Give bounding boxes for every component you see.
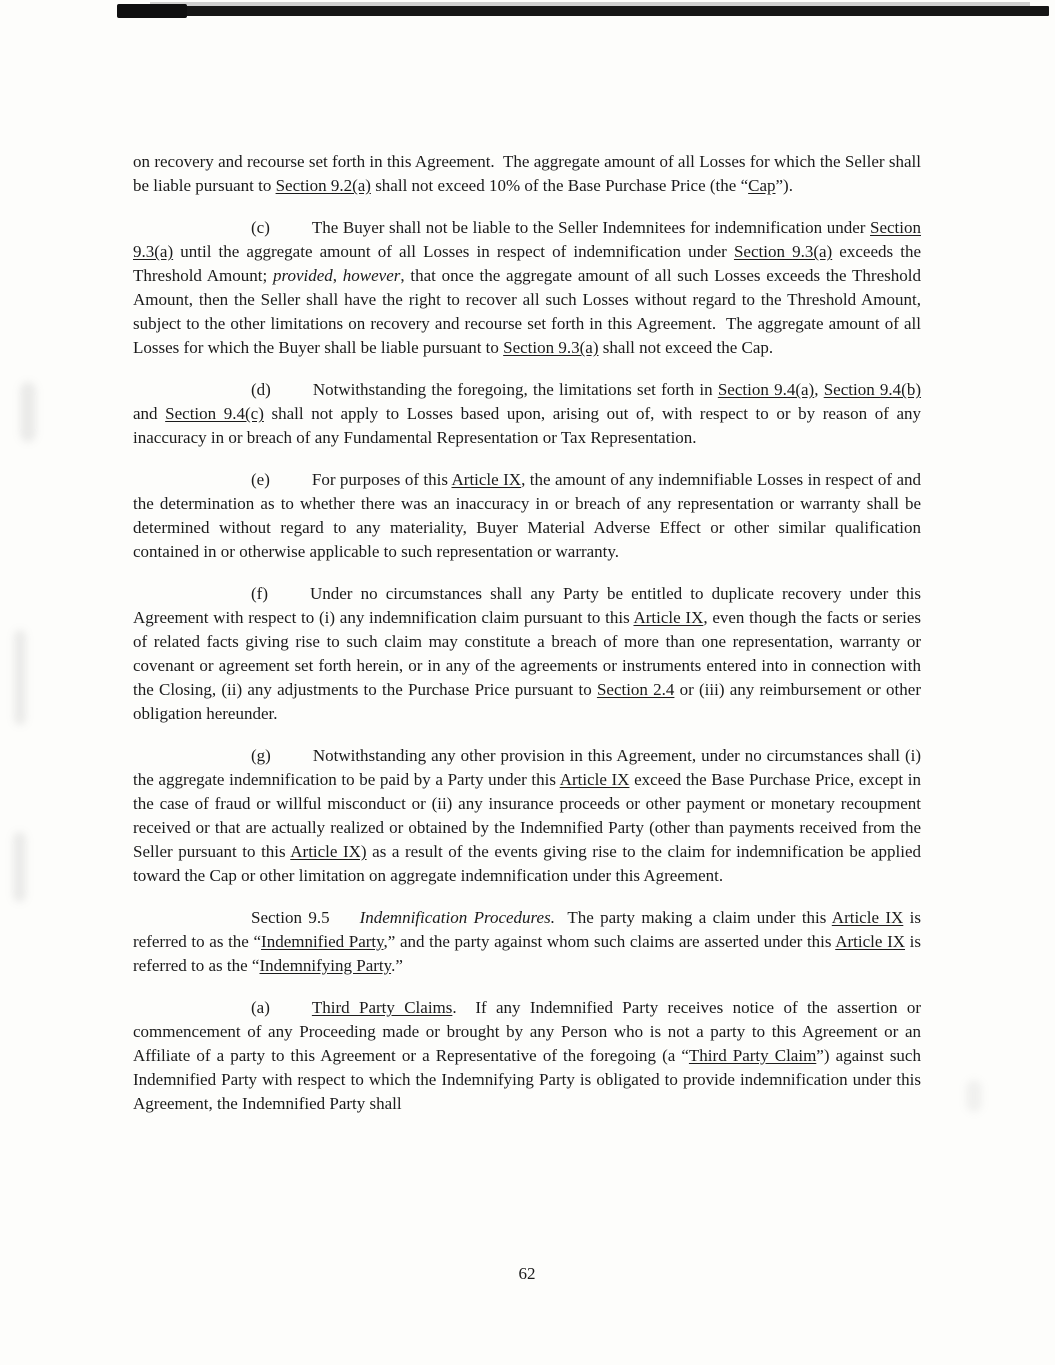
- tab-space: [133, 922, 251, 923]
- tab-space: [133, 1012, 251, 1013]
- underlined-term: Article IX: [633, 608, 704, 627]
- underlined-term: Section 9.3(a): [733, 242, 833, 261]
- paragraph: [133, 582, 921, 726]
- text-run: The party making a claim under this: [554, 908, 832, 927]
- scan-artifact-blob: [117, 4, 187, 18]
- text-run: , that once the aggregate amount of all such Losses exceeds the Threshold Amount, then the Seller shall have the right to recover all such Losses without regard to the Threshold Amount, subject to the other limitations on recovery and recourse set forth in this Agreement. The aggregate amount of all Losses for which the Buyer shall be liable pursuant to: [133, 266, 921, 357]
- scan-smudge: [966, 1080, 982, 1112]
- paragraph: [133, 216, 921, 360]
- underlined-term: Section 9.3(a): [503, 338, 599, 357]
- text-run: shall not apply to Losses based upon, arising out of, with respect to or by reason of any inaccuracy in or breach of any Fundamental Representation or Tax Representation.: [133, 404, 922, 447]
- text-run: is referred to as the “: [133, 908, 921, 951]
- text-run: For purposes of this: [311, 470, 452, 489]
- text-run: (d): [251, 380, 271, 399]
- scan-smudge: [14, 630, 26, 725]
- text-run: , the amount of any indemnifiable Losses in respect of and the determination as to whether there was an inaccuracy in or breach of any representation or warranty shall be determined without regard to any materiality, Buyer Material Adverse Effect or other similar qualification contained in or otherwise applicable to such representation or warranty.: [133, 470, 922, 561]
- text-run: Under no circumstances shall any Party be entitled to duplicate recovery under this Agreement with respect to (i) any indemnification claim pursuant to this: [133, 584, 921, 627]
- italic-text: provided: [272, 266, 333, 285]
- text-run: exceed the Base Purchase Price, except in the case of fraud or willful misconduct or (ii) any insurance proceeds or other payment or monetary recoupment received or that are actually realized or obtained by the Indemnified Party (other than payments received from the Seller pursuant to this: [133, 770, 921, 861]
- text-run: ”).: [775, 176, 793, 195]
- tab-space: [270, 232, 312, 233]
- text-run: or (iii) any reimbursement or other obligation hereunder.: [133, 680, 921, 723]
- tab-space: [271, 394, 313, 395]
- text-run: (f): [251, 584, 268, 603]
- text-run: ,: [814, 380, 824, 399]
- scan-smudge: [20, 382, 36, 442]
- tab-space: [271, 760, 313, 761]
- underlined-term: Third Party Claim: [688, 1046, 817, 1065]
- tab-space: [270, 484, 312, 485]
- text-run: (a): [251, 998, 270, 1017]
- tab-space: [133, 598, 251, 599]
- text-run: Section 9.5: [251, 908, 330, 927]
- tab-space: [133, 484, 251, 485]
- tab-space: [270, 1012, 312, 1013]
- tab-space: [133, 760, 251, 761]
- underlined-term: Section 9.4(c): [165, 404, 264, 423]
- text-run: ,” and the party against whom such claims are asserted under this: [383, 932, 836, 951]
- tab-space: [268, 598, 310, 599]
- text-run: .”: [391, 956, 403, 975]
- underlined-term: Section 9.3(a): [133, 218, 921, 261]
- text-run: The Buyer shall not be liable to the Seller Indemnitees for indemnification under: [311, 218, 870, 237]
- paragraph: [133, 378, 921, 450]
- text-run: as a result of the events giving rise to the claim for indemnification be applied toward the Cap or other limitation on aggregate indemnification under this Agreement.: [133, 842, 921, 885]
- document-body: [133, 150, 921, 1134]
- underlined-term: Section 9.4(b): [823, 380, 922, 399]
- text-run: ”) against such Indemnified Party with respect to which the Indemnifying Party is obligated to provide indemnification under this Agreement, the Indemnified Party shall: [133, 1046, 921, 1113]
- italic-text: however: [342, 266, 401, 285]
- underlined-term: Article IX: [559, 770, 630, 789]
- text-run: shall not exceed the Cap.: [598, 338, 774, 357]
- underlined-term: Article IX: [835, 932, 906, 951]
- text-run: and: [133, 404, 166, 423]
- scan-artifact-bar: [117, 6, 1049, 16]
- text-run: is referred to as the “: [133, 932, 921, 975]
- paragraphs: [133, 150, 921, 1116]
- paragraph: [133, 744, 921, 888]
- paragraph: [133, 906, 921, 978]
- underlined-term: Indemnified Party: [261, 932, 384, 951]
- paragraph: [133, 468, 921, 564]
- text-run: exceeds the Threshold Amount;: [133, 242, 921, 285]
- tab-space: [133, 394, 251, 395]
- text-run: on recovery and recourse set forth in this Agreement. The aggregate amount of all Losses for which the Seller shall be liable pursuant to: [133, 152, 921, 195]
- text-run: ,: [332, 266, 343, 285]
- underlined-term: Article IX: [831, 908, 904, 927]
- paragraph: [133, 996, 921, 1116]
- underlined-term: Section 9.2(a): [275, 176, 371, 195]
- underlined-term: Article IX: [451, 470, 522, 489]
- tab-space: [133, 232, 251, 233]
- scan-smudge: [13, 832, 26, 902]
- text-run: Notwithstanding any other provision in this Agreement, under no circumstances shall (i) the aggregate indemnification to be paid by a Party under this: [133, 746, 921, 789]
- underlined-term: Cap: [748, 176, 776, 195]
- text-run: (e): [251, 470, 270, 489]
- paragraph: [133, 150, 921, 198]
- underlined-term: Indemnifying Party: [259, 956, 392, 975]
- italic-text: Indemnification Procedures.: [359, 908, 555, 927]
- underlined-term: Third Party Claims: [311, 998, 453, 1017]
- underlined-term: Section 2.4: [596, 680, 675, 699]
- text-run: , even though the facts or series of related facts giving rise to such claim may constitute a breach of more than one representation, warranty or covenant or agreement set forth herein, or in any of the agreements or instruments entered into in connection with the Closing, (ii) any adjustments to the Purchase Price pursuant to: [133, 608, 922, 699]
- text-run: shall not exceed 10% of the Base Purchase Price (the “: [370, 176, 749, 195]
- text-run: (c): [251, 218, 270, 237]
- text-run: until the aggregate amount of all Losses in respect of indemnification under: [173, 242, 734, 261]
- underlined-term: Section 9.4(a): [717, 380, 815, 399]
- text-run: . If any Indemnified Party receives notice of the assertion or commencement of any Proceeding made or brought by any Person who is not a party to this Agreement or an Affiliate of a party to this Agreement or a Representative of the foregoing (a “: [133, 998, 921, 1065]
- text-run: Notwithstanding the foregoing, the limitations set forth in: [312, 380, 718, 399]
- page-number: 62: [518, 1264, 536, 1283]
- text-run: (g): [251, 746, 271, 765]
- tab-space: [330, 922, 360, 923]
- underlined-term: Article IX): [290, 842, 367, 861]
